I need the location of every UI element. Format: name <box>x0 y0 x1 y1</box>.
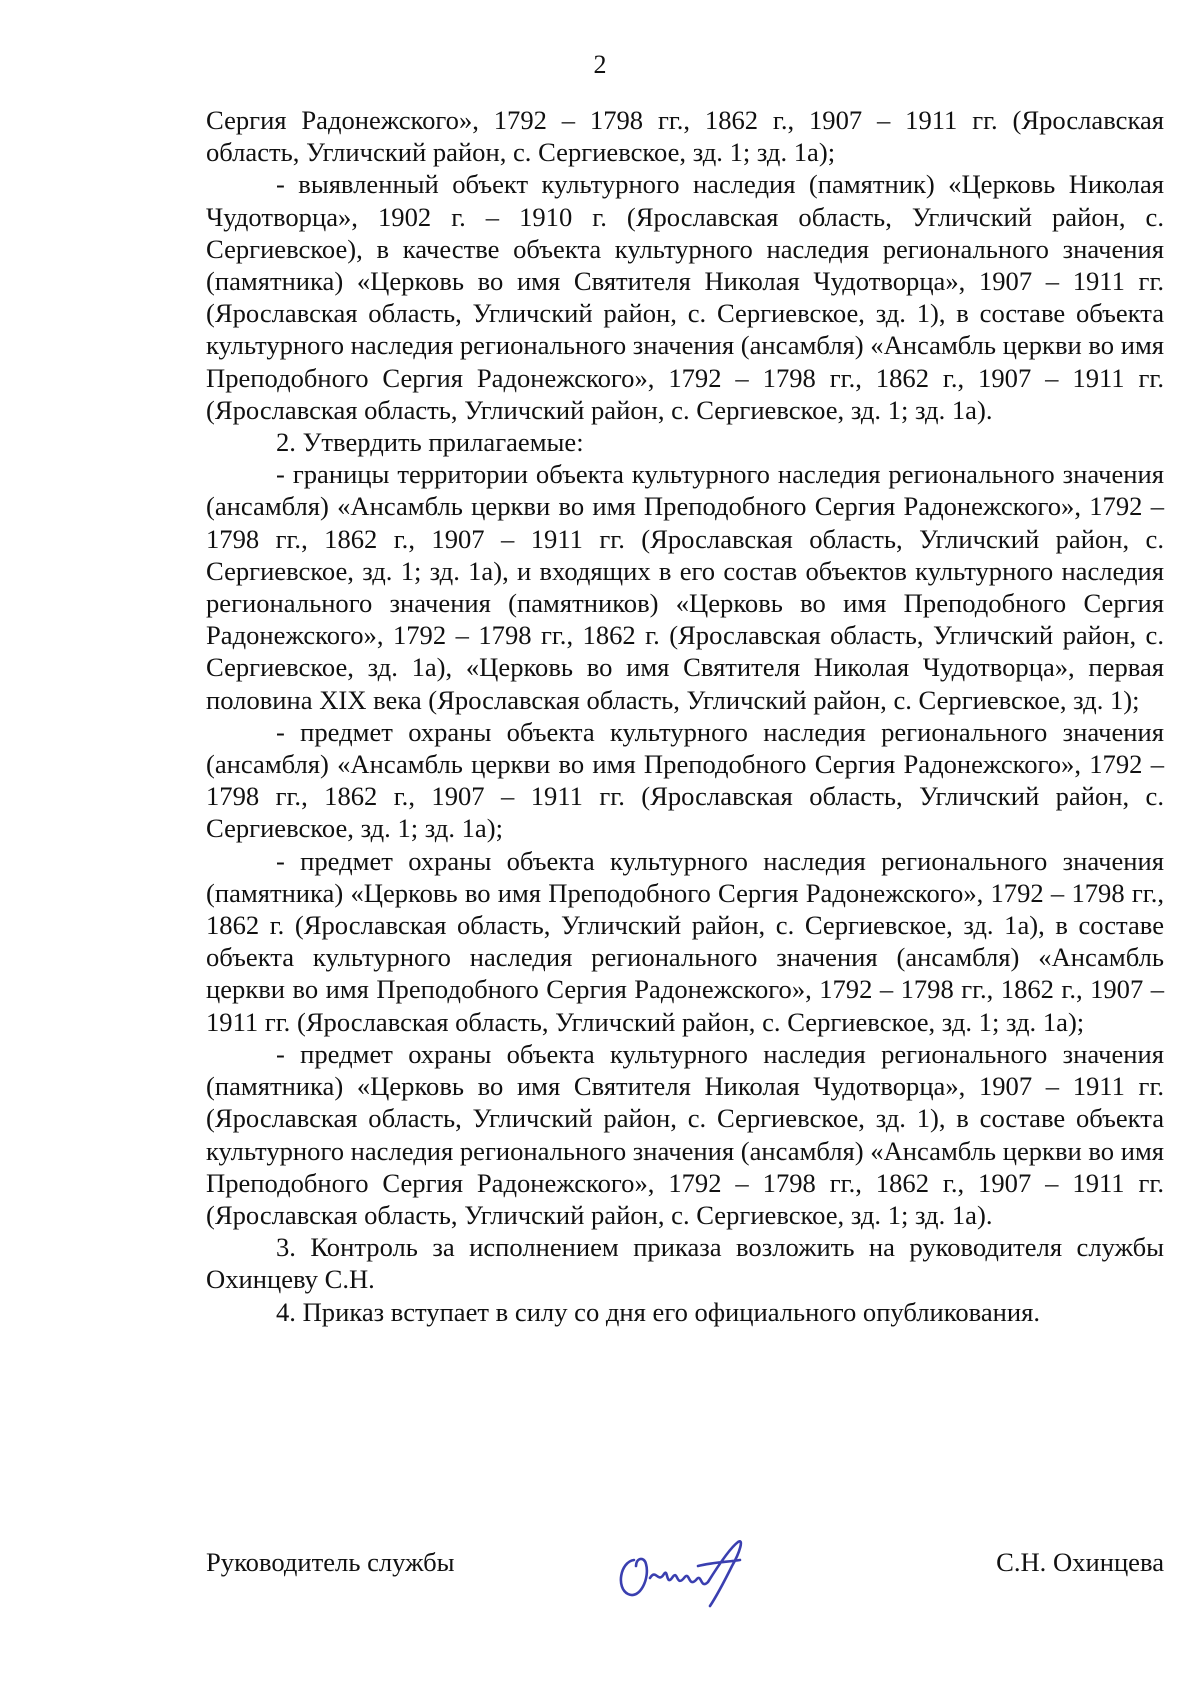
document-body <box>206 104 1164 1328</box>
paragraph-territory-boundaries: - границы территории объекта культурного наследия регионального значения (ансамбля) «Ансамбль церкви во имя Преподобного Сергия Радонежского», 1792 – 1798 гг., 1862 г., 1907 – 1911 гг. (Ярославская область, Угличский район, с. Сергиевское, зд. 1; зд. 1а), и входящих в его состав объектов культурного наследия регионального значения (памятников) «Церковь во имя Преподобного Сергия Радонежского», 1792 – 1798 гг., 1862 г. (Ярославская область, Угличский район, с. Сергиевское, зд. 1а), «Церковь во имя Святителя Николая Чудотворца», первая половина XIX века (Ярославская область, Угличский район, с. Сергиевское, зд. 1); <box>206 459 1164 715</box>
paragraph-item-4-effect: 4. Приказ вступает в силу со дня его официального опубликования. <box>276 1296 1040 1327</box>
page-number: 2 <box>593 50 607 79</box>
signatory-name: С.Н. Охинцева <box>996 1547 1164 1577</box>
paragraph-protection-ensemble: - предмет охраны объекта культурного наследия регионального значения (ансамбля) «Ансамбль церкви во имя Преподобного Сергия Радонежского», 1792 – 1798 гг., 1862 г., 1907 – 1911 гг. (Ярославская область, Угличский район, с. Сергиевское, зд. 1; зд. 1а); <box>206 716 1164 844</box>
paragraph-continuation: Сергия Радонежского», 1792 – 1798 гг., 1862 г., 1907 – 1911 гг. (Ярославская область, Угличский район, с. Сергиевское, зд. 1; зд. 1а); <box>206 105 1164 168</box>
paragraph-protection-nikolai-church: - предмет охраны объекта культурного наследия регионального значения (памятника) «Церковь во имя Святителя Николая Чудотворца», 1907 – 1911 гг. (Ярославская область, Угличский район, с. Сергиевское, зд. 1), в составе объекта культурного наследия регионального значения (ансамбля) «Ансамбль церкви во имя Преподобного Сергия Радонежского», 1792 – 1798 гг., 1862 г., 1907 – 1911 гг. (Ярославская область, Угличский район, с. Сергиевское, зд. 1; зд. 1а). <box>206 1038 1165 1230</box>
paragraph-item-3-control: 3. Контроль за исполнением приказа возложить на руководителя службы Охинцеву С.Н. <box>206 1232 1164 1295</box>
paragraph-protection-sergius-church: - предмет охраны объекта культурного наследия регионального значения (памятника) «Церковь во имя Преподобного Сергия Радонежского», 1792 – 1798 гг., 1862 г. (Ярославская область, Угличский район, с. Сергиевское, зд. 1а), в составе объекта культурного наследия регионального значения (ансамбля) «Ансамбль церкви во имя Преподобного Сергия Радонежского», 1792 – 1798 гг., 1862 г., 1907 – 1911 гг. (Ярославская область, Угличский район, с. Сергиевское, зд. 1; зд. 1а); <box>206 845 1164 1037</box>
signatory-position: Руководитель службы <box>206 1547 455 1577</box>
paragraph-item-2: 2. Утвердить прилагаемые: <box>276 427 584 458</box>
signature-block <box>206 1538 1164 1588</box>
paragraph-nikolai-church-status: - выявленный объект культурного наследия (памятник) «Церковь Николая Чудотворца», 1902 г. – 1910 г. (Ярославская область, Угличский район, с. Сергиевское), в качестве объекта культурного наследия регионального значения (памятника) «Церковь во имя Святителя Николая Чудотворца», 1907 – 1911 гг. (Ярославская область, Угличский район, с. Сергиевское, зд. 1), в составе объекта культурного наследия регионального значения (ансамбля) «Ансамбль церкви во имя Преподобного Сергия Радонежского», 1792 – 1798 гг., 1862 г., 1907 – 1911 гг. (Ярославская область, Угличский район, с. Сергиевское, зд. 1; зд. 1а). <box>206 169 1165 425</box>
handwritten-signature-icon <box>606 1508 766 1618</box>
